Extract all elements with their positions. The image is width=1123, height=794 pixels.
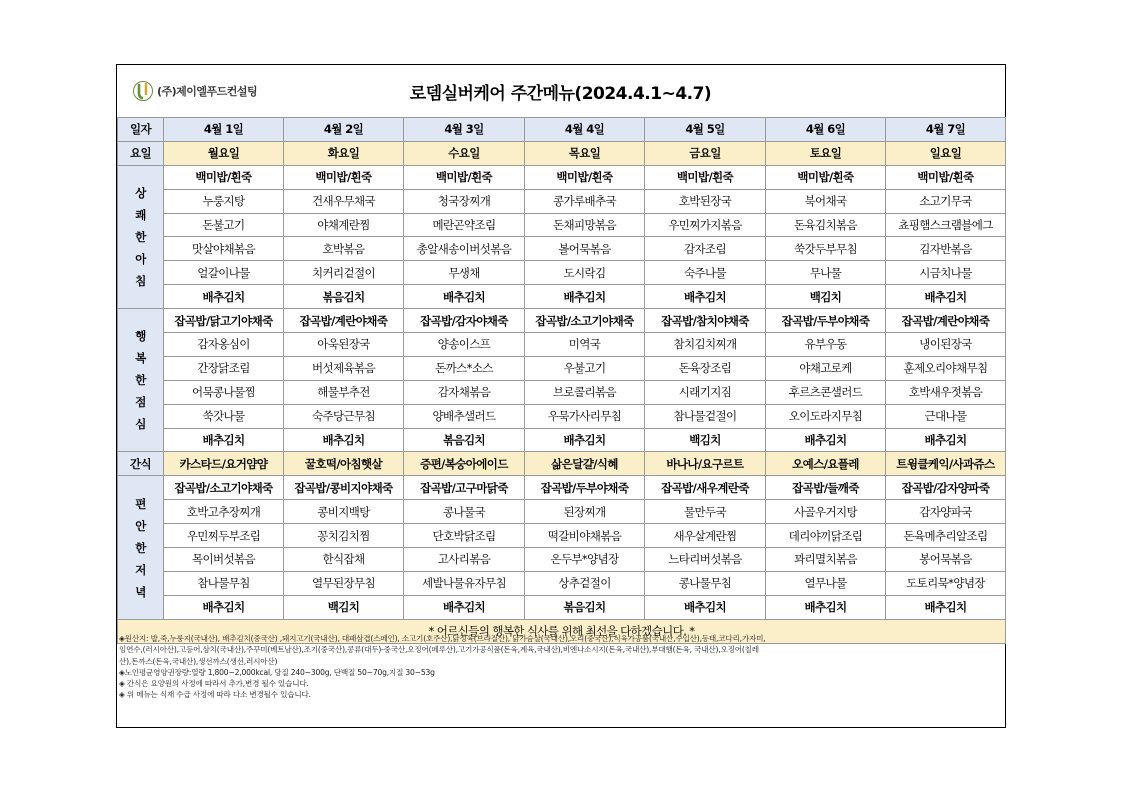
breakfast-row	[118, 189, 1006, 213]
lunch-cell: 백김치	[645, 428, 766, 452]
breakfast-cell: 북어채국	[766, 189, 886, 213]
breakfast-row	[118, 165, 1006, 189]
lunch-row	[118, 333, 1006, 357]
breakfast-cell: 배추김치	[886, 285, 1006, 309]
dinner-cell: 떡갈비야채볶음	[525, 524, 645, 548]
lunch-cell: 잡곡밥/계란야채죽	[886, 309, 1006, 333]
dinner-cell: 봉어묵볶음	[886, 548, 1006, 572]
breakfast-cell: 돈채피망볶음	[525, 213, 645, 237]
breakfast-row	[118, 213, 1006, 237]
dinner-cell: 배추김치	[164, 595, 284, 619]
dinner-row	[118, 571, 1006, 595]
date-cell: 4월 7일	[886, 118, 1006, 142]
lunch-label-char: 행	[135, 329, 146, 344]
dinner-row	[118, 500, 1006, 524]
breakfast-label-char: 침	[135, 273, 146, 288]
breakfast-cell: 얼갈이나물	[164, 261, 284, 285]
dinner-cell: 배추김치	[766, 595, 886, 619]
lunch-cell: 양배추샐러드	[404, 404, 525, 428]
snack-cell: 삶은달걀/식혜	[525, 452, 645, 476]
lunch-cell: 돈까스*소스	[404, 356, 525, 380]
lunch-cell: 근대나물	[886, 404, 1006, 428]
lunch-cell: 참치김치찌개	[645, 333, 766, 357]
lunch-cell: 오이도라지무침	[766, 404, 886, 428]
dinner-row	[118, 524, 1006, 548]
breakfast-cell: 감자조림	[645, 237, 766, 261]
dinner-label-char: 녁	[135, 584, 146, 599]
snack-cell: 카스타드/요거얌얌	[164, 452, 284, 476]
lunch-cell: 배추김치	[525, 428, 645, 452]
snack-cell: 바나나/요구르트	[645, 452, 766, 476]
breakfast-cell: 백미밥/흰죽	[284, 165, 404, 189]
dinner-cell: 꽈리멸치볶음	[766, 548, 886, 572]
lunch-cell: 어묵콩나물찜	[164, 380, 284, 404]
lunch-cell: 우묵가사리무침	[525, 404, 645, 428]
breakfast-cell: 배추김치	[525, 285, 645, 309]
dinner-cell: 느타리버섯볶음	[645, 548, 766, 572]
lunch-cell: 후르츠콘샐러드	[766, 380, 886, 404]
date-cell: 4월 2일	[284, 118, 404, 142]
lunch-label-char: 점	[135, 395, 146, 410]
breakfast-label-char: 한	[135, 229, 146, 244]
menu-sheet	[116, 64, 1006, 728]
dinner-cell: 된장찌개	[525, 500, 645, 524]
day-cell: 수요일	[404, 141, 525, 165]
footer-line: ◈노인평균영양권장량:열량 1,800~2,000kcal, 당질 240~300g, 단백질 50~70g,지질 30~53g	[119, 667, 435, 677]
header	[117, 65, 1004, 117]
snack-row	[118, 452, 1006, 476]
lunch-cell: 잡곡밥/닭고기야채죽	[164, 309, 284, 333]
dinner-label	[118, 476, 164, 619]
lunch-row	[118, 404, 1006, 428]
dinner-cell: 배추김치	[645, 595, 766, 619]
dinner-cell: 잡곡밥/고구마닭죽	[404, 476, 525, 500]
lunch-cell: 참나물겉절이	[645, 404, 766, 428]
date-cell: 4월 3일	[404, 118, 525, 142]
dinner-cell: 볶음김치	[525, 595, 645, 619]
snack-cell: 꿀호떡/아침햇살	[284, 452, 404, 476]
dinner-cell: 온두부*양념장	[525, 548, 645, 572]
breakfast-cell: 소고기무국	[886, 189, 1006, 213]
dinner-cell: 잡곡밥/콩비지야채죽	[284, 476, 404, 500]
date-cell: 4월 5일	[645, 118, 766, 142]
breakfast-cell: 호박된장국	[645, 189, 766, 213]
dinner-label-char: 저	[135, 562, 146, 577]
dinner-cell: 상추겉절이	[525, 571, 645, 595]
lunch-cell: 양송이스프	[404, 333, 525, 357]
breakfast-label-char: 아	[135, 251, 146, 266]
lunch-row	[118, 309, 1006, 333]
breakfast-cell: 쑥갓두부무침	[766, 237, 886, 261]
breakfast-cell: 야채계란찜	[284, 213, 404, 237]
breakfast-row	[118, 261, 1006, 285]
breakfast-cell: 맛살야채볶음	[164, 237, 284, 261]
dinner-label-char: 한	[135, 540, 146, 555]
breakfast-cell: 백미밥/흰죽	[886, 165, 1006, 189]
snack-cell: 증편/복숭아에이드	[404, 452, 525, 476]
dinner-cell: 우민찌두부조림	[164, 524, 284, 548]
breakfast-cell: 무나물	[766, 261, 886, 285]
lunch-label-char: 복	[135, 351, 146, 366]
breakfast-label-char: 상	[135, 185, 146, 200]
lunch-cell: 배추김치	[886, 428, 1006, 452]
lunch-cell: 숙주당근무침	[284, 404, 404, 428]
dinner-cell: 돈육메추리알조림	[886, 524, 1006, 548]
snack-cell: 트윙클케익/사과쥬스	[886, 452, 1006, 476]
dinner-cell: 배추김치	[404, 595, 525, 619]
dinner-cell: 열무나물	[766, 571, 886, 595]
dinner-label-char: 편	[135, 496, 146, 511]
day-label: 요일	[118, 141, 164, 165]
lunch-cell: 잡곡밥/참치야채죽	[645, 309, 766, 333]
lunch-cell: 감자옹심이	[164, 333, 284, 357]
day-row	[118, 141, 1006, 165]
lunch-cell: 시래기지짐	[645, 380, 766, 404]
breakfast-row	[118, 237, 1006, 261]
dinner-cell: 단호박닭조림	[404, 524, 525, 548]
dinner-row	[118, 548, 1006, 572]
lunch-cell: 호박새우젓볶음	[886, 380, 1006, 404]
footer-line: 산),돈까스(돈육,국내산),생선까스(생선,러시아산)	[119, 656, 278, 666]
breakfast-cell: 호박볶음	[284, 237, 404, 261]
day-cell: 토요일	[766, 141, 886, 165]
breakfast-cell: 배추김치	[645, 285, 766, 309]
dinner-cell: 잡곡밥/감자양파죽	[886, 476, 1006, 500]
page-title: 로뎀실버케어 주간메뉴(2024.4.1~4.7)	[409, 84, 712, 104]
date-cell: 4월 1일	[164, 118, 284, 142]
breakfast-cell: 백미밥/흰죽	[164, 165, 284, 189]
lunch-cell: 배추김치	[766, 428, 886, 452]
lunch-cell: 잡곡밥/감자야채죽	[404, 309, 525, 333]
lunch-row	[118, 428, 1006, 452]
snack-label: 간식	[118, 452, 164, 476]
breakfast-cell: 우민찌가지볶음	[645, 213, 766, 237]
breakfast-cell: 청국장찌개	[404, 189, 525, 213]
lunch-cell: 간장닭조림	[164, 356, 284, 380]
dinner-cell: 세발나물유자무침	[404, 571, 525, 595]
breakfast-cell: 숙주나물	[645, 261, 766, 285]
day-cell: 목요일	[525, 141, 645, 165]
lunch-cell: 배추김치	[164, 428, 284, 452]
lunch-row	[118, 380, 1006, 404]
dinner-cell: 콩비지백탕	[284, 500, 404, 524]
footer-line: 임연수,(러시아산),고등어,삼치(국내산),주꾸미(베트남산),조기(중국산),콩류(대두)-중국산,오징어(페루산),고기가공식품(돈육,계육,국내산),비엔나소시지(돈육,국내산),부대햄(돈육, 국내산),오징어(칠레	[119, 645, 759, 655]
lunch-cell: 우불고기	[525, 356, 645, 380]
breakfast-cell: 치커리겉절이	[284, 261, 404, 285]
lunch-cell: 유부우동	[766, 333, 886, 357]
lunch-cell: 해물부추전	[284, 380, 404, 404]
breakfast-cell: 메란곤약조림	[404, 213, 525, 237]
breakfast-cell: 돈육김치볶음	[766, 213, 886, 237]
lunch-cell: 브로콜리볶음	[525, 380, 645, 404]
breakfast-cell: 백미밥/흰죽	[525, 165, 645, 189]
lunch-cell: 잡곡밥/두부야채죽	[766, 309, 886, 333]
footer-line: ◈ 위 메뉴는 식재 수급 사정에 따라 다소 변경될수 있습니다.	[119, 690, 311, 700]
breakfast-label	[118, 165, 164, 308]
snack-cell: 오예스/요플레	[766, 452, 886, 476]
date-label: 일자	[118, 118, 164, 142]
breakfast-row	[118, 285, 1006, 309]
weekly-menu-table	[117, 117, 1006, 644]
dinner-cell: 꽁치김치찜	[284, 524, 404, 548]
dinner-cell: 잡곡밥/소고기야채죽	[164, 476, 284, 500]
day-cell: 일요일	[886, 141, 1006, 165]
dinner-cell: 도토리묵*양념장	[886, 571, 1006, 595]
day-cell: 화요일	[284, 141, 404, 165]
breakfast-cell: 백미밥/흰죽	[404, 165, 525, 189]
lunch-cell: 미역국	[525, 333, 645, 357]
lunch-cell: 잡곡밥/소고기야채죽	[525, 309, 645, 333]
breakfast-cell: 백미밥/흰죽	[645, 165, 766, 189]
breakfast-cell: 콩가루배추국	[525, 189, 645, 213]
note-text: * 어르신들의 행복한 식사를 위해 최선을 다하겠습니다. *	[118, 619, 1006, 643]
dinner-cell: 잡곡밥/새우계란죽	[645, 476, 766, 500]
dinner-cell: 새우살계란찜	[645, 524, 766, 548]
lunch-cell: 버섯제육볶음	[284, 356, 404, 380]
breakfast-cell: 볼어묵볶음	[525, 237, 645, 261]
dinner-cell: 열무된장무침	[284, 571, 404, 595]
dinner-cell: 배추김치	[886, 595, 1006, 619]
breakfast-cell: 총알새송이버섯볶음	[404, 237, 525, 261]
date-row	[118, 118, 1006, 142]
breakfast-cell: 백김치	[766, 285, 886, 309]
dinner-label-char: 안	[135, 518, 146, 533]
footer-line: ◈원산지: 밥,죽,누룽지(국내산), 배추김치(중국산) ,돼지고기(국내산), 대패삼겹(스페인), 소고기(호주산),닭정육(브라질산), 닭가슴살(국내산),오리(중국산),식육가공품(국내산,수입산),동태,코다리,가자미,	[119, 634, 766, 643]
lunch-cell: 야채고로케	[766, 356, 886, 380]
date-cell: 4월 4일	[525, 118, 645, 142]
dinner-cell: 고사리볶음	[404, 548, 525, 572]
breakfast-cell: 김자반볶음	[886, 237, 1006, 261]
day-cell: 월요일	[164, 141, 284, 165]
dinner-cell: 잡곡밥/두부야채죽	[525, 476, 645, 500]
breakfast-cell: 볶음김치	[284, 285, 404, 309]
breakfast-cell: 백미밥/흰죽	[766, 165, 886, 189]
dinner-cell: 물만두국	[645, 500, 766, 524]
breakfast-cell: 누룽지탕	[164, 189, 284, 213]
company-name: (주)제이엘푸드컨설팅	[157, 85, 258, 98]
breakfast-cell: 배추김치	[164, 285, 284, 309]
dinner-cell: 잡곡밥/들깨죽	[766, 476, 886, 500]
breakfast-cell: 쵸핑햄스크램블에그	[886, 213, 1006, 237]
footer-line: ◈ 간식은 요양원의 사정에 따라서 추가,변경 될수 있습니다.	[119, 679, 309, 689]
dinner-row	[118, 595, 1006, 619]
lunch-cell: 배추김치	[284, 428, 404, 452]
lunch-label	[118, 309, 164, 452]
dinner-row	[118, 476, 1006, 500]
dinner-cell: 데리야끼닭조림	[766, 524, 886, 548]
lunch-row	[118, 356, 1006, 380]
lunch-cell: 감자채볶음	[404, 380, 525, 404]
lunch-cell: 쑥갓나물	[164, 404, 284, 428]
lunch-label-char: 한	[135, 373, 146, 388]
date-cell: 4월 6일	[766, 118, 886, 142]
dinner-cell: 목이버섯볶음	[164, 548, 284, 572]
dinner-cell: 백김치	[284, 595, 404, 619]
breakfast-cell: 건새우무채국	[284, 189, 404, 213]
lunch-cell: 잡곡밥/계란야채죽	[284, 309, 404, 333]
breakfast-cell: 돈불고기	[164, 213, 284, 237]
dinner-cell: 참나물무침	[164, 571, 284, 595]
breakfast-cell: 배추김치	[404, 285, 525, 309]
lunch-cell: 볶음김치	[404, 428, 525, 452]
lunch-cell: 훈제오리야채무침	[886, 356, 1006, 380]
lunch-cell: 아욱된장국	[284, 333, 404, 357]
lunch-label-char: 심	[135, 417, 146, 432]
dinner-cell: 콩나물무침	[645, 571, 766, 595]
lunch-cell: 냉이된장국	[886, 333, 1006, 357]
footer-notes	[119, 633, 1003, 701]
dinner-cell: 한식잡채	[284, 548, 404, 572]
breakfast-cell: 무생채	[404, 261, 525, 285]
dinner-cell: 감자양파국	[886, 500, 1006, 524]
day-cell: 금요일	[645, 141, 766, 165]
dinner-cell: 콩나물국	[404, 500, 525, 524]
breakfast-cell: 도시락김	[525, 261, 645, 285]
breakfast-cell: 시금치나물	[886, 261, 1006, 285]
lunch-cell: 돈육장조림	[645, 356, 766, 380]
breakfast-label-char: 쾌	[135, 207, 146, 222]
dinner-cell: 사골우거지탕	[766, 500, 886, 524]
dinner-cell: 호박고추장찌개	[164, 500, 284, 524]
